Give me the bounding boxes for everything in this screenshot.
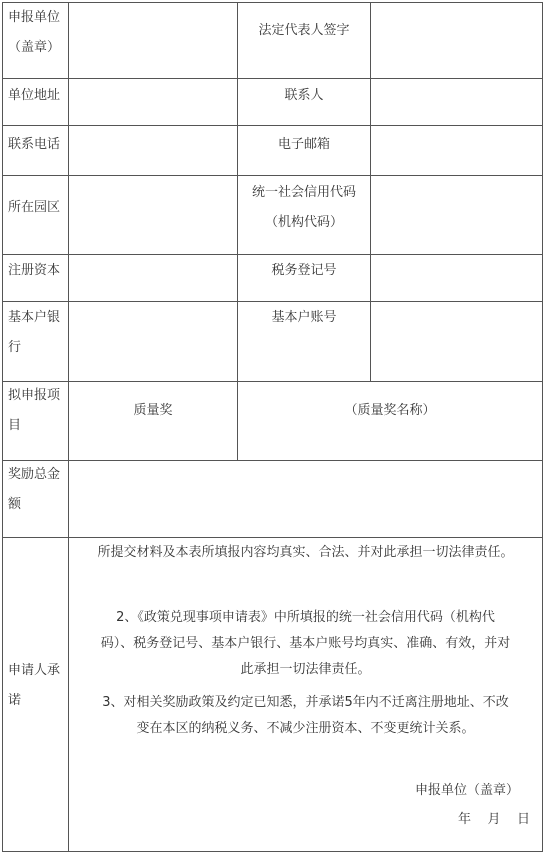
label-basic-account: 基本户账号 <box>271 310 337 325</box>
field-contact-person[interactable] <box>371 79 542 125</box>
field-tax-registration[interactable] <box>371 255 542 301</box>
label-park: 所在园区 <box>8 200 61 215</box>
label-registered-capital: 注册资本 <box>8 263 61 278</box>
promise-paragraph-2: 2、《政策兑现事项申请表》中所填报的统一社会信用代码（机构代 码）、税务登记号、基本户银行、基本户账号均真实、准确、有效，并对 此承担一切法律责任。 <box>100 610 511 677</box>
field-credit-code[interactable] <box>371 176 542 254</box>
field-total-award[interactable] <box>69 461 542 537</box>
label-basic-bank: 基本户银 行 <box>8 310 61 355</box>
label-proposed-item: 拟申报项 目 <box>8 388 61 433</box>
sign-unit: 申报单位（盖章） <box>415 783 520 798</box>
field-basic-account[interactable] <box>371 302 542 381</box>
label-email: 电子邮箱 <box>277 137 330 152</box>
outer-left-border <box>2 2 3 852</box>
field-unit-address[interactable] <box>69 79 237 125</box>
label-tax-registration: 税务登记号 <box>271 263 337 278</box>
field-email[interactable] <box>371 126 542 175</box>
row-divider <box>2 851 543 852</box>
field-contact-phone[interactable] <box>69 126 237 175</box>
promise-paragraph-3: 3、对相关奖励政策及约定已知悉，并承诺5年内不迁离注册地址、不改 变在本区的纳税义务、不减少注册资本、不变更统计关系。 <box>102 695 509 736</box>
outer-right-border <box>542 2 543 852</box>
label-contact-phone: 联系电话 <box>8 137 61 152</box>
label-applicant-promise: 申请人承 诺 <box>8 663 61 708</box>
row-divider <box>2 537 543 538</box>
value-quality-award-name: （质量奖名称） <box>344 403 436 418</box>
promise-paragraph-1: 所提交材料及本表所填报内容均真实、合法、并对此承担一切法律责任。 <box>97 545 514 560</box>
label-total-award: 奖励总金 额 <box>8 467 61 512</box>
field-park[interactable] <box>69 176 237 254</box>
value-quality-award: 质量奖 <box>133 403 173 418</box>
label-legal-rep-signature: 法定代表人签字 <box>258 23 350 38</box>
label-credit-code: 统一社会信用代码 （机构代码） <box>251 185 356 230</box>
field-legal-rep-signature[interactable] <box>371 3 542 78</box>
field-registered-capital[interactable] <box>69 255 237 301</box>
row-divider <box>2 381 543 382</box>
sign-date: 年 月 日 <box>458 812 531 827</box>
label-applicant-unit: 申报单位 （盖章） <box>8 10 61 55</box>
label-unit-address: 单位地址 <box>8 88 61 103</box>
field-applicant-unit[interactable] <box>69 3 237 78</box>
field-basic-bank[interactable] <box>69 302 237 381</box>
label-contact-person: 联系人 <box>284 88 324 103</box>
